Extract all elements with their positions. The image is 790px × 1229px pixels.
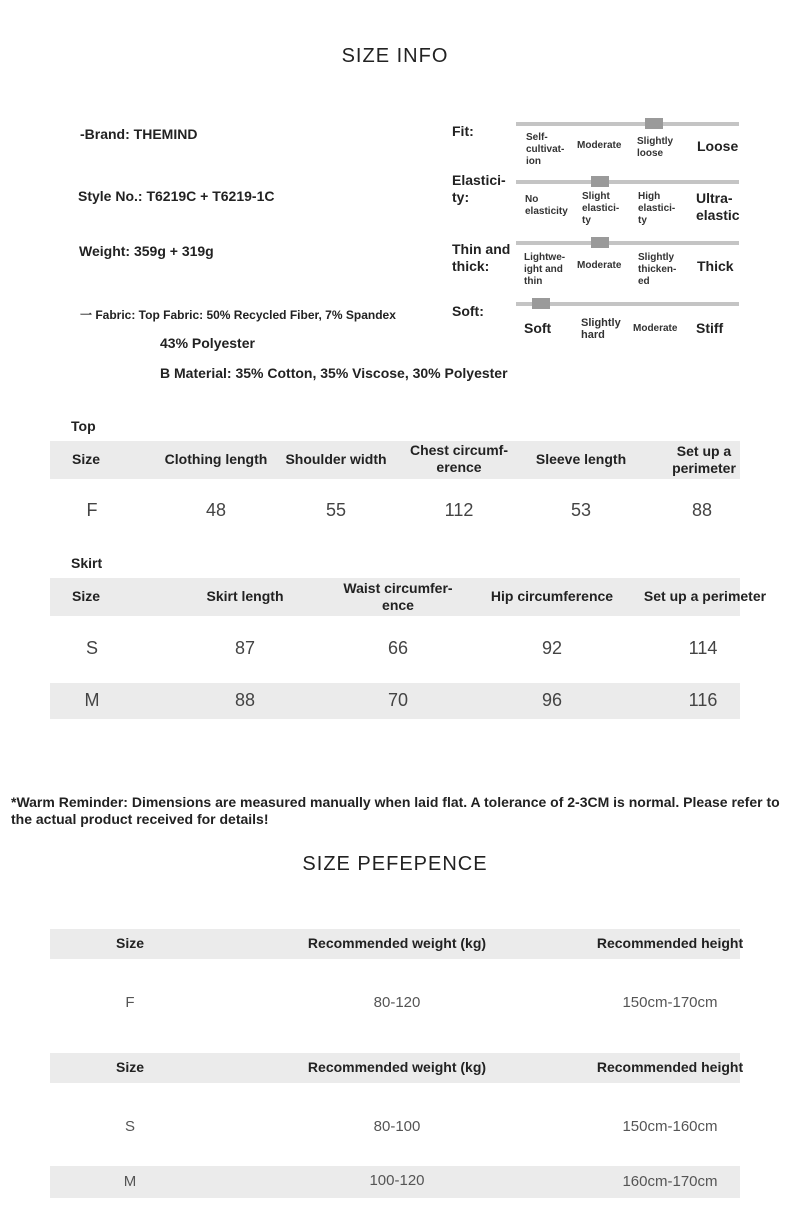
- table-header-cell: Skirt length: [206, 588, 284, 604]
- attribute-label: Elastici- ty:: [452, 172, 506, 205]
- table-cell: 96: [541, 690, 563, 710]
- table-row: [50, 500, 740, 528]
- size-info-title: SIZE INFO: [341, 45, 449, 67]
- table-header-cell: Shoulder width: [285, 451, 387, 467]
- table-header-cell: Recommended weight (kg): [307, 935, 487, 951]
- fit-option: Slightly loose: [637, 136, 674, 159]
- table-cell: 55: [325, 500, 347, 520]
- table-cell: F: [125, 994, 135, 1011]
- size-reference-title: SIZE PEFEPENCE: [302, 853, 488, 875]
- fabric-polyester-text: 43% Polyester: [160, 335, 255, 351]
- thickness-option: Lightwe- ight and thin: [524, 252, 566, 287]
- weight-text: Weight: 359g + 319g: [79, 243, 214, 259]
- softness-option: Slightly hard: [581, 317, 621, 341]
- skirt-section-label: Skirt: [71, 555, 103, 571]
- table-cell: 114: [688, 638, 718, 658]
- style-number-text: Style No.: T6219C + T6219-1C: [78, 188, 275, 204]
- table-cell: 53: [570, 500, 592, 520]
- table-header-cell: Set up a perimeter: [643, 588, 767, 604]
- table-cell: M: [84, 690, 100, 710]
- table-cell: 100-120: [369, 1172, 425, 1189]
- table-header-cell: Size: [71, 451, 100, 467]
- skirt-table-header: [50, 578, 767, 616]
- attribute-label: Soft:: [452, 303, 484, 319]
- table-cell: 116: [688, 690, 718, 710]
- table-cell: 87: [234, 638, 256, 658]
- softness-scale-track: [516, 302, 739, 306]
- table-header-cell: Size: [115, 935, 144, 951]
- reference-table-header: [50, 1053, 744, 1083]
- table-row: [50, 1118, 740, 1142]
- elasticity-scale-track: [516, 180, 739, 184]
- table-cell: 88: [234, 690, 256, 710]
- reference-table-header: [50, 929, 744, 959]
- softness-option: Stiff: [696, 320, 724, 336]
- table-cell: 112: [444, 500, 474, 520]
- table-cell: 88: [691, 500, 713, 520]
- table-header-cell: Hip circumference: [490, 588, 614, 604]
- table-cell: 70: [387, 690, 409, 710]
- softness-option: Moderate: [633, 323, 678, 334]
- thickness-scale-track: [516, 241, 739, 245]
- table-header-cell: Waist circumfer- ence: [343, 580, 453, 613]
- top-section-label: Top: [71, 418, 96, 434]
- brand-text: -Brand: THEMIND: [80, 126, 198, 142]
- elasticity-option: No elasticity: [525, 194, 568, 217]
- b-material-text: B Material: 35% Cotton, 35% Viscose, 30% Polyester: [160, 365, 508, 381]
- fit-option: Loose: [697, 138, 739, 154]
- table-row: [50, 1166, 740, 1198]
- warm-reminder-text: *Warm Reminder: Dimensions are measured manually when laid flat. A tolerance of 2-3CM is normal. Please refer to the actual product received for details!: [11, 794, 780, 827]
- table-header-cell: Sleeve length: [535, 451, 627, 467]
- table-cell: F: [86, 500, 98, 520]
- table-header-cell: Size: [71, 588, 100, 604]
- table-cell: 150cm-160cm: [622, 1118, 718, 1135]
- table-header-cell: Set up a perimeter: [672, 443, 736, 476]
- elasticity-option: Ultra- elastic: [696, 190, 740, 223]
- fabric-text: 一 Fabric: Top Fabric: 50% Recycled Fiber, 7% Spandex: [80, 308, 396, 322]
- table-header-cell: Recommended weight (kg): [307, 1059, 487, 1075]
- table-cell: 92: [541, 638, 563, 658]
- table-cell: 160cm-170cm: [622, 1173, 718, 1190]
- attribute-label: Thin and thick:: [452, 241, 511, 274]
- table-cell: S: [124, 1118, 135, 1135]
- table-cell: 150cm-170cm: [622, 994, 718, 1011]
- table-cell: 80-100: [373, 1118, 421, 1135]
- top-table-header: [50, 441, 740, 479]
- table-cell: 80-120: [373, 994, 421, 1011]
- table-row: [50, 683, 740, 719]
- table-row: [50, 638, 740, 666]
- table-cell: M: [123, 1173, 137, 1190]
- thickness-option: Thick: [697, 258, 734, 274]
- softness-scale-marker: [532, 298, 550, 309]
- thickness-option: Slightly thicken- ed: [638, 252, 677, 287]
- elasticity-scale-marker: [591, 176, 609, 187]
- fit-option: Moderate: [577, 140, 622, 151]
- table-cell: 48: [205, 500, 227, 520]
- table-header-cell: Recommended height: [596, 1059, 744, 1075]
- attribute-label: Fit:: [452, 123, 474, 139]
- fit-scale-marker: [645, 118, 663, 129]
- fit-scale-track: [516, 122, 739, 126]
- fit-option: Self- cultivat- ion: [526, 132, 565, 167]
- table-header-cell: Chest circumf- erence: [409, 442, 509, 475]
- elasticity-option: Slight elastici- ty: [582, 191, 620, 226]
- table-cell: S: [85, 638, 98, 658]
- table-header-cell: Recommended height: [596, 935, 744, 951]
- table-header-cell: Size: [115, 1059, 144, 1075]
- elasticity-option: High elastici- ty: [638, 191, 676, 226]
- table-header-cell: Clothing length: [164, 451, 268, 467]
- table-cell: 66: [387, 638, 409, 658]
- softness-option: Soft: [524, 320, 552, 336]
- thickness-scale-marker: [591, 237, 609, 248]
- thickness-option: Moderate: [577, 260, 622, 271]
- table-row: [50, 994, 740, 1018]
